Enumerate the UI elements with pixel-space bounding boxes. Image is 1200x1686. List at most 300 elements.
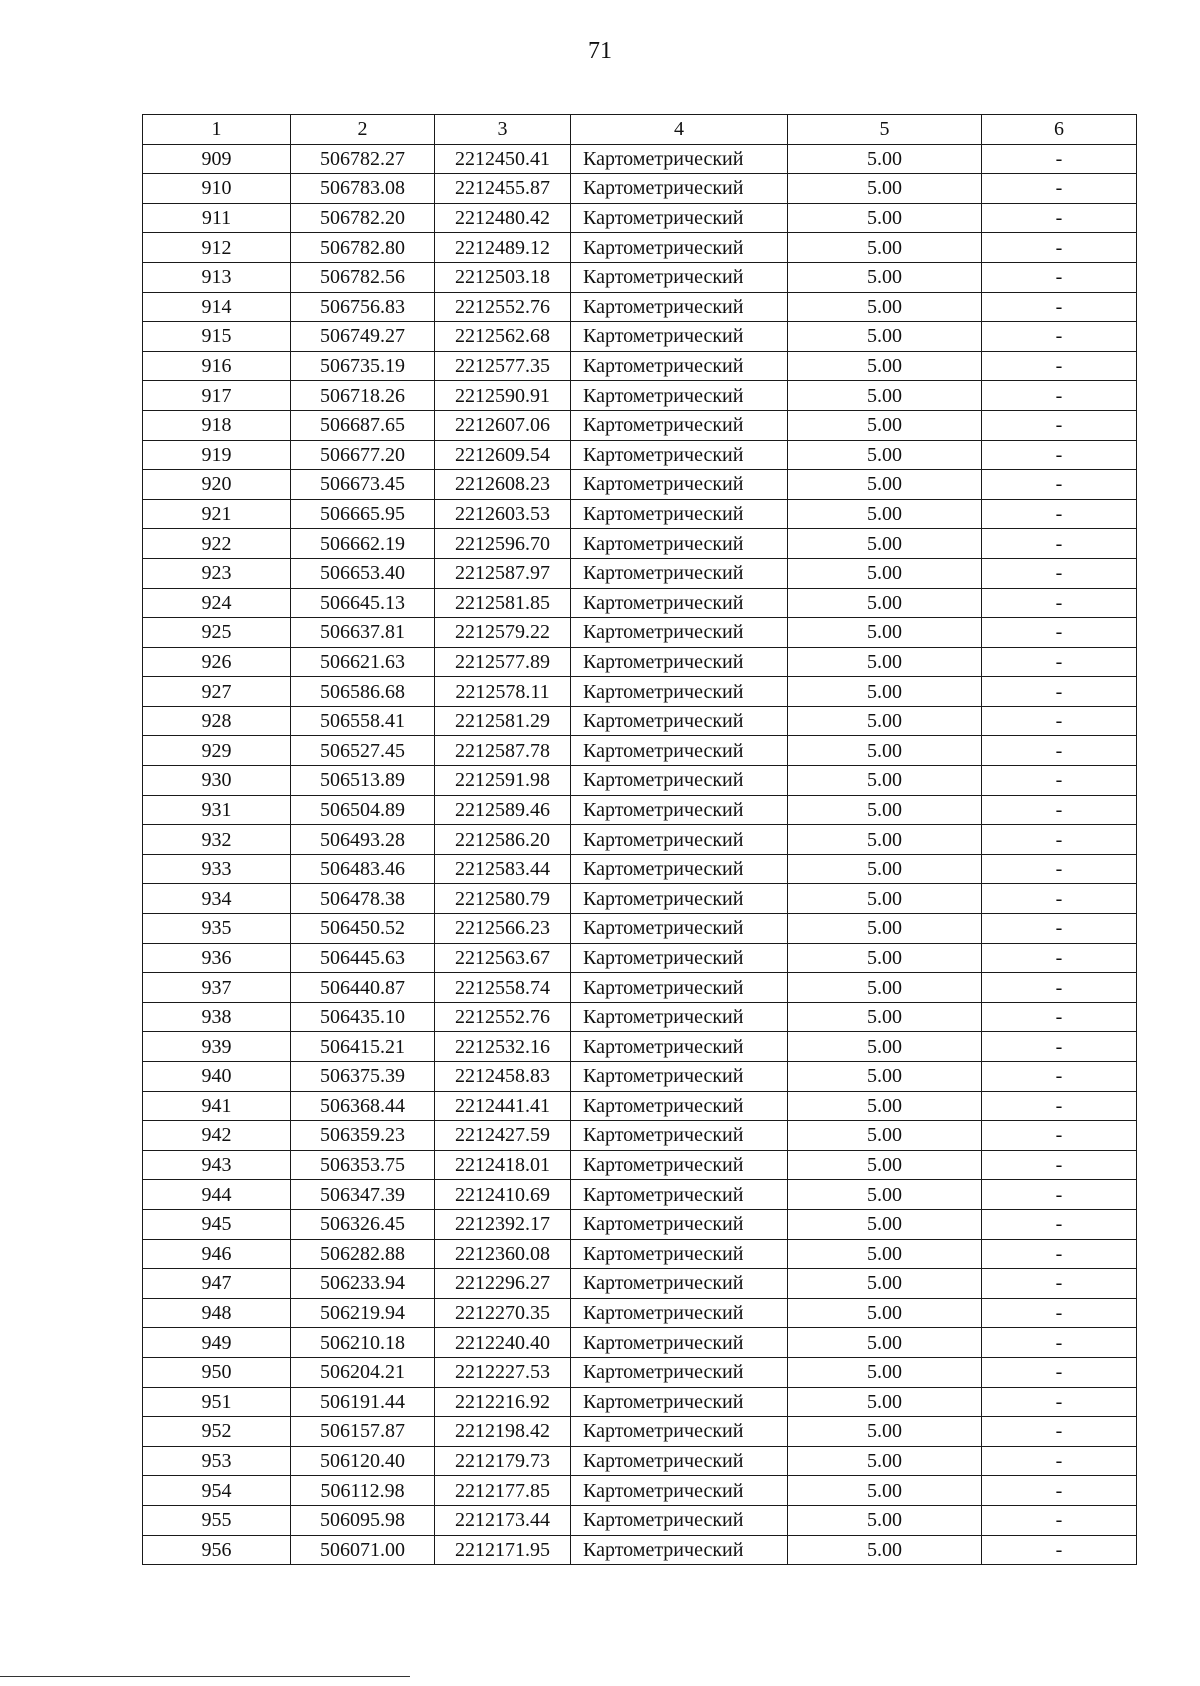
description-cell: - xyxy=(982,470,1137,500)
y-coordinate-cell: 2212427.59 xyxy=(435,1121,571,1151)
accuracy-cell: 5.00 xyxy=(788,1209,982,1239)
table-row xyxy=(143,677,1137,707)
method-cell: Картометрический xyxy=(571,470,788,500)
point-number-cell: 931 xyxy=(143,795,291,825)
coordinates-table xyxy=(142,114,1137,1565)
y-coordinate-cell: 2212577.35 xyxy=(435,351,571,381)
table-row xyxy=(143,884,1137,914)
table-row xyxy=(143,1062,1137,1092)
point-number-cell: 941 xyxy=(143,1091,291,1121)
description-cell: - xyxy=(982,558,1137,588)
method-cell: Картометрический xyxy=(571,1121,788,1151)
x-coordinate-cell: 506435.10 xyxy=(291,1002,435,1032)
description-cell: - xyxy=(982,766,1137,796)
method-cell: Картометрический xyxy=(571,1091,788,1121)
table-row xyxy=(143,1121,1137,1151)
x-coordinate-cell: 506071.00 xyxy=(291,1535,435,1565)
table-row xyxy=(143,144,1137,174)
method-cell: Картометрический xyxy=(571,973,788,1003)
table-body xyxy=(143,144,1137,1565)
x-coordinate-cell: 506353.75 xyxy=(291,1150,435,1180)
table-row xyxy=(143,1239,1137,1269)
y-coordinate-cell: 2212552.76 xyxy=(435,1002,571,1032)
table-row xyxy=(143,262,1137,292)
point-number-cell: 925 xyxy=(143,618,291,648)
accuracy-cell: 5.00 xyxy=(788,351,982,381)
method-cell: Картометрический xyxy=(571,174,788,204)
y-coordinate-cell: 2212577.89 xyxy=(435,647,571,677)
table-row xyxy=(143,292,1137,322)
table-row xyxy=(143,1091,1137,1121)
accuracy-cell: 5.00 xyxy=(788,529,982,559)
point-number-cell: 926 xyxy=(143,647,291,677)
point-number-cell: 938 xyxy=(143,1002,291,1032)
method-cell: Картометрический xyxy=(571,1535,788,1565)
x-coordinate-cell: 506282.88 xyxy=(291,1239,435,1269)
accuracy-cell: 5.00 xyxy=(788,381,982,411)
x-coordinate-cell: 506326.45 xyxy=(291,1209,435,1239)
table-row xyxy=(143,1150,1137,1180)
y-coordinate-cell: 2212240.40 xyxy=(435,1328,571,1358)
point-number-cell: 927 xyxy=(143,677,291,707)
method-cell: Картометрический xyxy=(571,1269,788,1299)
table-row xyxy=(143,351,1137,381)
point-number-cell: 947 xyxy=(143,1269,291,1299)
method-cell: Картометрический xyxy=(571,706,788,736)
table-row xyxy=(143,973,1137,1003)
accuracy-cell: 5.00 xyxy=(788,943,982,973)
y-coordinate-cell: 2212177.85 xyxy=(435,1476,571,1506)
accuracy-cell: 5.00 xyxy=(788,1387,982,1417)
point-number-cell: 954 xyxy=(143,1476,291,1506)
accuracy-cell: 5.00 xyxy=(788,1239,982,1269)
point-number-cell: 934 xyxy=(143,884,291,914)
x-coordinate-cell: 506478.38 xyxy=(291,884,435,914)
y-coordinate-cell: 2212458.83 xyxy=(435,1062,571,1092)
method-cell: Картометрический xyxy=(571,529,788,559)
accuracy-cell: 5.00 xyxy=(788,1535,982,1565)
accuracy-cell: 5.00 xyxy=(788,706,982,736)
description-cell: - xyxy=(982,1150,1137,1180)
column-header: 3 xyxy=(435,115,571,145)
x-coordinate-cell: 506219.94 xyxy=(291,1298,435,1328)
table-row xyxy=(143,499,1137,529)
y-coordinate-cell: 2212179.73 xyxy=(435,1446,571,1476)
x-coordinate-cell: 506586.68 xyxy=(291,677,435,707)
point-number-cell: 913 xyxy=(143,262,291,292)
accuracy-cell: 5.00 xyxy=(788,410,982,440)
x-coordinate-cell: 506718.26 xyxy=(291,381,435,411)
y-coordinate-cell: 2212480.42 xyxy=(435,203,571,233)
point-number-cell: 922 xyxy=(143,529,291,559)
accuracy-cell: 5.00 xyxy=(788,1446,982,1476)
method-cell: Картометрический xyxy=(571,1476,788,1506)
x-coordinate-cell: 506677.20 xyxy=(291,440,435,470)
x-coordinate-cell: 506233.94 xyxy=(291,1269,435,1299)
method-cell: Картометрический xyxy=(571,1328,788,1358)
point-number-cell: 946 xyxy=(143,1239,291,1269)
table-header xyxy=(143,115,1137,145)
y-coordinate-cell: 2212503.18 xyxy=(435,262,571,292)
accuracy-cell: 5.00 xyxy=(788,262,982,292)
x-coordinate-cell: 506347.39 xyxy=(291,1180,435,1210)
point-number-cell: 939 xyxy=(143,1032,291,1062)
point-number-cell: 924 xyxy=(143,588,291,618)
x-coordinate-cell: 506120.40 xyxy=(291,1446,435,1476)
x-coordinate-cell: 506756.83 xyxy=(291,292,435,322)
table-row xyxy=(143,1476,1137,1506)
x-coordinate-cell: 506513.89 xyxy=(291,766,435,796)
method-cell: Картометрический xyxy=(571,558,788,588)
accuracy-cell: 5.00 xyxy=(788,618,982,648)
accuracy-cell: 5.00 xyxy=(788,1180,982,1210)
y-coordinate-cell: 2212489.12 xyxy=(435,233,571,263)
y-coordinate-cell: 2212587.97 xyxy=(435,558,571,588)
point-number-cell: 928 xyxy=(143,706,291,736)
accuracy-cell: 5.00 xyxy=(788,1150,982,1180)
accuracy-cell: 5.00 xyxy=(788,854,982,884)
column-header: 5 xyxy=(788,115,982,145)
table-row xyxy=(143,914,1137,944)
accuracy-cell: 5.00 xyxy=(788,1505,982,1535)
y-coordinate-cell: 2212603.53 xyxy=(435,499,571,529)
x-coordinate-cell: 506112.98 xyxy=(291,1476,435,1506)
accuracy-cell: 5.00 xyxy=(788,322,982,352)
description-cell: - xyxy=(982,1298,1137,1328)
point-number-cell: 951 xyxy=(143,1387,291,1417)
description-cell: - xyxy=(982,292,1137,322)
description-cell: - xyxy=(982,1091,1137,1121)
description-cell: - xyxy=(982,1357,1137,1387)
accuracy-cell: 5.00 xyxy=(788,558,982,588)
accuracy-cell: 5.00 xyxy=(788,1328,982,1358)
x-coordinate-cell: 506621.63 xyxy=(291,647,435,677)
method-cell: Картометрический xyxy=(571,795,788,825)
x-coordinate-cell: 506368.44 xyxy=(291,1091,435,1121)
x-coordinate-cell: 506450.52 xyxy=(291,914,435,944)
description-cell: - xyxy=(982,1032,1137,1062)
table-row xyxy=(143,322,1137,352)
table-row xyxy=(143,588,1137,618)
method-cell: Картометрический xyxy=(571,618,788,648)
table-row xyxy=(143,795,1137,825)
description-cell: - xyxy=(982,706,1137,736)
method-cell: Картометрический xyxy=(571,1062,788,1092)
description-cell: - xyxy=(982,174,1137,204)
method-cell: Картометрический xyxy=(571,499,788,529)
x-coordinate-cell: 506095.98 xyxy=(291,1505,435,1535)
method-cell: Картометрический xyxy=(571,233,788,263)
description-cell: - xyxy=(982,351,1137,381)
description-cell: - xyxy=(982,529,1137,559)
table-row xyxy=(143,647,1137,677)
table-row xyxy=(143,825,1137,855)
accuracy-cell: 5.00 xyxy=(788,233,982,263)
x-coordinate-cell: 506782.27 xyxy=(291,144,435,174)
y-coordinate-cell: 2212216.92 xyxy=(435,1387,571,1417)
table-row xyxy=(143,174,1137,204)
table-row xyxy=(143,1357,1137,1387)
x-coordinate-cell: 506204.21 xyxy=(291,1357,435,1387)
y-coordinate-cell: 2212589.46 xyxy=(435,795,571,825)
description-cell: - xyxy=(982,1387,1137,1417)
description-cell: - xyxy=(982,203,1137,233)
point-number-cell: 915 xyxy=(143,322,291,352)
point-number-cell: 936 xyxy=(143,943,291,973)
table-row xyxy=(143,1269,1137,1299)
table-row xyxy=(143,1417,1137,1447)
point-number-cell: 911 xyxy=(143,203,291,233)
description-cell: - xyxy=(982,381,1137,411)
point-number-cell: 916 xyxy=(143,351,291,381)
point-number-cell: 932 xyxy=(143,825,291,855)
description-cell: - xyxy=(982,943,1137,973)
y-coordinate-cell: 2212227.53 xyxy=(435,1357,571,1387)
description-cell: - xyxy=(982,410,1137,440)
description-cell: - xyxy=(982,1002,1137,1032)
table-row xyxy=(143,706,1137,736)
y-coordinate-cell: 2212558.74 xyxy=(435,973,571,1003)
accuracy-cell: 5.00 xyxy=(788,1032,982,1062)
table-row xyxy=(143,440,1137,470)
table-row xyxy=(143,410,1137,440)
y-coordinate-cell: 2212552.76 xyxy=(435,292,571,322)
point-number-cell: 945 xyxy=(143,1209,291,1239)
method-cell: Картометрический xyxy=(571,1357,788,1387)
method-cell: Картометрический xyxy=(571,647,788,677)
method-cell: Картометрический xyxy=(571,1298,788,1328)
y-coordinate-cell: 2212441.41 xyxy=(435,1091,571,1121)
x-coordinate-cell: 506645.13 xyxy=(291,588,435,618)
table-row xyxy=(143,470,1137,500)
y-coordinate-cell: 2212392.17 xyxy=(435,1209,571,1239)
point-number-cell: 948 xyxy=(143,1298,291,1328)
y-coordinate-cell: 2212591.98 xyxy=(435,766,571,796)
point-number-cell: 952 xyxy=(143,1417,291,1447)
method-cell: Картометрический xyxy=(571,766,788,796)
point-number-cell: 912 xyxy=(143,233,291,263)
y-coordinate-cell: 2212587.78 xyxy=(435,736,571,766)
description-cell: - xyxy=(982,1121,1137,1151)
point-number-cell: 943 xyxy=(143,1150,291,1180)
column-header: 6 xyxy=(982,115,1137,145)
description-cell: - xyxy=(982,440,1137,470)
y-coordinate-cell: 2212580.79 xyxy=(435,884,571,914)
column-header: 4 xyxy=(571,115,788,145)
description-cell: - xyxy=(982,1209,1137,1239)
method-cell: Картометрический xyxy=(571,351,788,381)
table-row xyxy=(143,203,1137,233)
y-coordinate-cell: 2212609.54 xyxy=(435,440,571,470)
y-coordinate-cell: 2212608.23 xyxy=(435,470,571,500)
point-number-cell: 953 xyxy=(143,1446,291,1476)
point-number-cell: 949 xyxy=(143,1328,291,1358)
point-number-cell: 914 xyxy=(143,292,291,322)
table-row xyxy=(143,766,1137,796)
point-number-cell: 920 xyxy=(143,470,291,500)
y-coordinate-cell: 2212455.87 xyxy=(435,174,571,204)
accuracy-cell: 5.00 xyxy=(788,203,982,233)
description-cell: - xyxy=(982,1328,1137,1358)
y-coordinate-cell: 2212532.16 xyxy=(435,1032,571,1062)
description-cell: - xyxy=(982,884,1137,914)
coordinates-table-container xyxy=(142,114,1136,1565)
method-cell: Картометрический xyxy=(571,1002,788,1032)
y-coordinate-cell: 2212579.22 xyxy=(435,618,571,648)
method-cell: Картометрический xyxy=(571,381,788,411)
accuracy-cell: 5.00 xyxy=(788,647,982,677)
method-cell: Картометрический xyxy=(571,203,788,233)
y-coordinate-cell: 2212607.06 xyxy=(435,410,571,440)
method-cell: Картометрический xyxy=(571,588,788,618)
description-cell: - xyxy=(982,973,1137,1003)
table-row xyxy=(143,1446,1137,1476)
point-number-cell: 955 xyxy=(143,1505,291,1535)
y-coordinate-cell: 2212296.27 xyxy=(435,1269,571,1299)
page-number: 71 xyxy=(588,38,612,64)
point-number-cell: 942 xyxy=(143,1121,291,1151)
y-coordinate-cell: 2212450.41 xyxy=(435,144,571,174)
x-coordinate-cell: 506782.80 xyxy=(291,233,435,263)
point-number-cell: 917 xyxy=(143,381,291,411)
description-cell: - xyxy=(982,795,1137,825)
point-number-cell: 940 xyxy=(143,1062,291,1092)
accuracy-cell: 5.00 xyxy=(788,1298,982,1328)
y-coordinate-cell: 2212360.08 xyxy=(435,1239,571,1269)
description-cell: - xyxy=(982,1269,1137,1299)
point-number-cell: 944 xyxy=(143,1180,291,1210)
method-cell: Картометрический xyxy=(571,144,788,174)
table-row xyxy=(143,1209,1137,1239)
method-cell: Картометрический xyxy=(571,1505,788,1535)
table-row xyxy=(143,943,1137,973)
point-number-cell: 921 xyxy=(143,499,291,529)
accuracy-cell: 5.00 xyxy=(788,736,982,766)
method-cell: Картометрический xyxy=(571,1209,788,1239)
y-coordinate-cell: 2212173.44 xyxy=(435,1505,571,1535)
y-coordinate-cell: 2212562.68 xyxy=(435,322,571,352)
point-number-cell: 937 xyxy=(143,973,291,1003)
accuracy-cell: 5.00 xyxy=(788,973,982,1003)
method-cell: Картометрический xyxy=(571,292,788,322)
accuracy-cell: 5.00 xyxy=(788,766,982,796)
method-cell: Картометрический xyxy=(571,1150,788,1180)
x-coordinate-cell: 506375.39 xyxy=(291,1062,435,1092)
accuracy-cell: 5.00 xyxy=(788,588,982,618)
table-row xyxy=(143,381,1137,411)
accuracy-cell: 5.00 xyxy=(788,677,982,707)
point-number-cell: 918 xyxy=(143,410,291,440)
x-coordinate-cell: 506504.89 xyxy=(291,795,435,825)
x-coordinate-cell: 506782.20 xyxy=(291,203,435,233)
table-row xyxy=(143,1298,1137,1328)
accuracy-cell: 5.00 xyxy=(788,499,982,529)
table-row xyxy=(143,1032,1137,1062)
point-number-cell: 929 xyxy=(143,736,291,766)
column-header: 1 xyxy=(143,115,291,145)
method-cell: Картометрический xyxy=(571,825,788,855)
description-cell: - xyxy=(982,588,1137,618)
x-coordinate-cell: 506782.56 xyxy=(291,262,435,292)
method-cell: Картометрический xyxy=(571,410,788,440)
x-coordinate-cell: 506359.23 xyxy=(291,1121,435,1151)
point-number-cell: 923 xyxy=(143,558,291,588)
method-cell: Картометрический xyxy=(571,440,788,470)
accuracy-cell: 5.00 xyxy=(788,1121,982,1151)
y-coordinate-cell: 2212270.35 xyxy=(435,1298,571,1328)
y-coordinate-cell: 2212581.29 xyxy=(435,706,571,736)
description-cell: - xyxy=(982,1505,1137,1535)
x-coordinate-cell: 506653.40 xyxy=(291,558,435,588)
table-row xyxy=(143,1387,1137,1417)
description-cell: - xyxy=(982,1476,1137,1506)
x-coordinate-cell: 506415.21 xyxy=(291,1032,435,1062)
description-cell: - xyxy=(982,825,1137,855)
description-cell: - xyxy=(982,618,1137,648)
method-cell: Картометрический xyxy=(571,736,788,766)
y-coordinate-cell: 2212578.11 xyxy=(435,677,571,707)
accuracy-cell: 5.00 xyxy=(788,1476,982,1506)
accuracy-cell: 5.00 xyxy=(788,914,982,944)
x-coordinate-cell: 506440.87 xyxy=(291,973,435,1003)
point-number-cell: 909 xyxy=(143,144,291,174)
description-cell: - xyxy=(982,736,1137,766)
description-cell: - xyxy=(982,677,1137,707)
x-coordinate-cell: 506687.65 xyxy=(291,410,435,440)
table-header-row xyxy=(143,115,1137,145)
description-cell: - xyxy=(982,322,1137,352)
x-coordinate-cell: 506483.46 xyxy=(291,854,435,884)
point-number-cell: 935 xyxy=(143,914,291,944)
accuracy-cell: 5.00 xyxy=(788,292,982,322)
column-header: 2 xyxy=(291,115,435,145)
x-coordinate-cell: 506637.81 xyxy=(291,618,435,648)
accuracy-cell: 5.00 xyxy=(788,1269,982,1299)
x-coordinate-cell: 506662.19 xyxy=(291,529,435,559)
x-coordinate-cell: 506558.41 xyxy=(291,706,435,736)
footer-rule xyxy=(0,1676,410,1677)
method-cell: Картометрический xyxy=(571,322,788,352)
description-cell: - xyxy=(982,499,1137,529)
table-row xyxy=(143,558,1137,588)
table-row xyxy=(143,1328,1137,1358)
y-coordinate-cell: 2212596.70 xyxy=(435,529,571,559)
accuracy-cell: 5.00 xyxy=(788,795,982,825)
description-cell: - xyxy=(982,233,1137,263)
table-row xyxy=(143,1180,1137,1210)
table-row xyxy=(143,618,1137,648)
description-cell: - xyxy=(982,1239,1137,1269)
table-row xyxy=(143,1535,1137,1565)
method-cell: Картометрический xyxy=(571,677,788,707)
accuracy-cell: 5.00 xyxy=(788,1417,982,1447)
x-coordinate-cell: 506735.19 xyxy=(291,351,435,381)
x-coordinate-cell: 506783.08 xyxy=(291,174,435,204)
point-number-cell: 919 xyxy=(143,440,291,470)
description-cell: - xyxy=(982,262,1137,292)
x-coordinate-cell: 506191.44 xyxy=(291,1387,435,1417)
y-coordinate-cell: 2212410.69 xyxy=(435,1180,571,1210)
table-row xyxy=(143,1505,1137,1535)
description-cell: - xyxy=(982,1417,1137,1447)
table-row xyxy=(143,854,1137,884)
table-row xyxy=(143,736,1137,766)
x-coordinate-cell: 506210.18 xyxy=(291,1328,435,1358)
description-cell: - xyxy=(982,914,1137,944)
description-cell: - xyxy=(982,1180,1137,1210)
point-number-cell: 956 xyxy=(143,1535,291,1565)
method-cell: Картометрический xyxy=(571,1180,788,1210)
